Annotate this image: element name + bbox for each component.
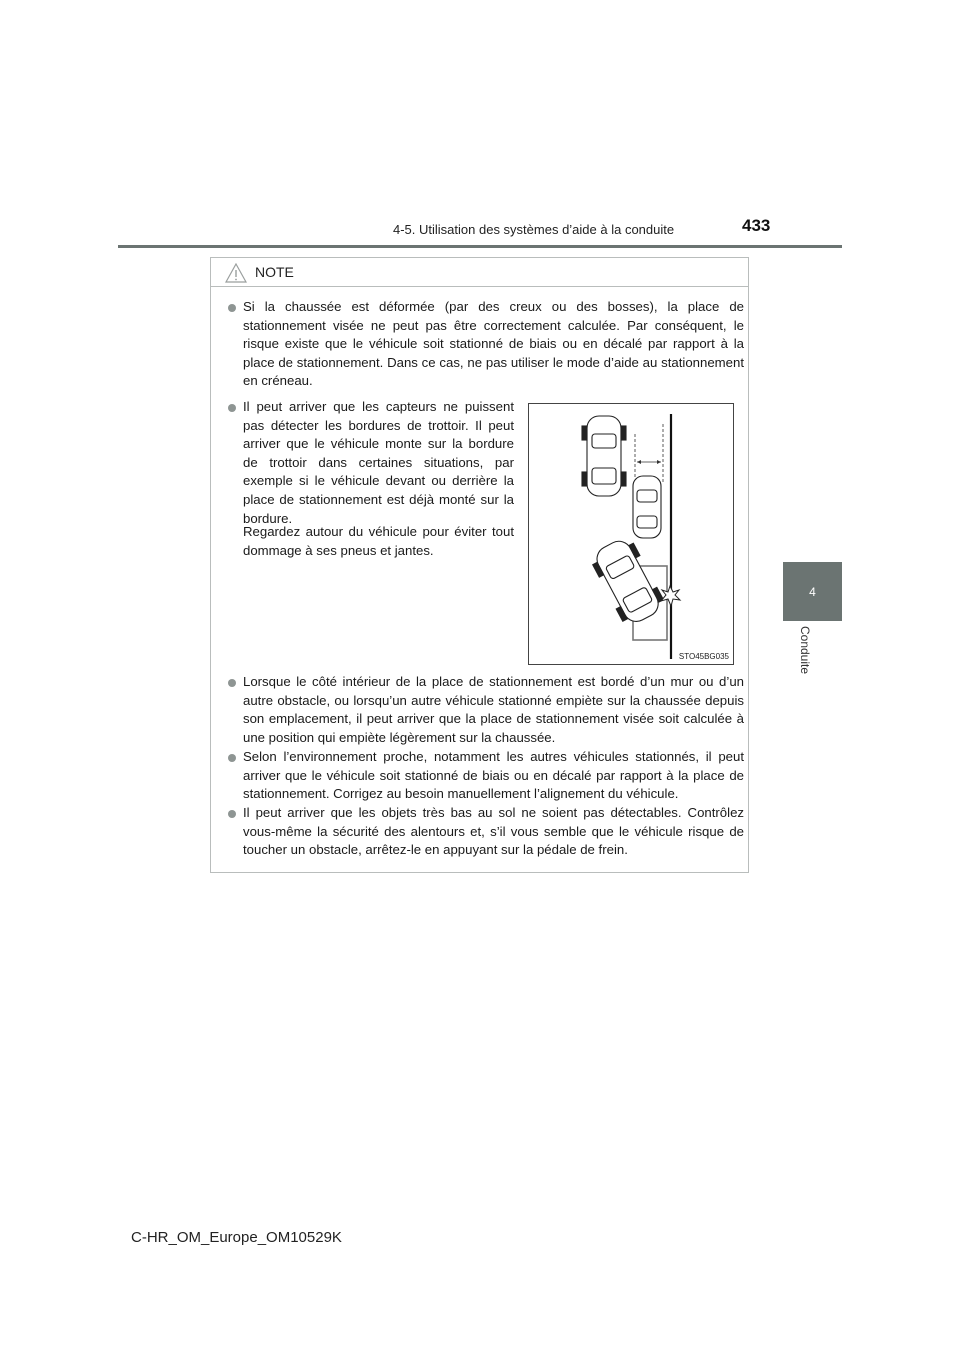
page-number: 433 <box>742 216 771 235</box>
note-item-3: Lorsque le côté intérieur de la place de stationnement est bordé d’un mur ou d’un autre obstacle, ou lorsqu’un autre véhicule stationné empiète sur la chaussée depuis son emplacement, il peut arriver que la place de stationnement visée soit calculée à une position qui empiète légèrement sur la chaussée. <box>243 674 744 745</box>
note-item-4: Selon l’environnement proche, notamment les autres véhicules stationnés, il peut arriver que le véhicule soit stationné de biais ou en décalé par rapport à la place de stationnement. Corrigez au besoin manuellement l’alignement du véhicule. <box>243 749 744 802</box>
bullet-icon <box>228 404 236 412</box>
parking-illustration <box>528 403 734 665</box>
bullet-icon <box>228 810 236 818</box>
document-id: C-HR_OM_Europe_OM10529K <box>131 1229 342 1246</box>
header-divider <box>118 245 842 248</box>
figure-code: STO45BG035 <box>678 652 729 661</box>
parking-diagram <box>529 404 733 664</box>
impact-burst-icon <box>661 586 680 606</box>
note-header <box>211 258 748 287</box>
chapter-tab <box>783 562 842 621</box>
note-item-2: Il peut arriver que les capteurs ne puissent pas détecter les bordures de trottoir. Il peut arriver que le véhicule monte sur la bordure de trottoir dans certaines situations, par exemple si le véhicule devant ou derrière la place de stationnement est déjà monté sur la bordure. <box>243 399 514 526</box>
parked-car-front <box>582 416 626 496</box>
note-item-2-continued: Regardez autour du véhicule pour éviter tout dommage à ses pneus et jantes. <box>243 524 514 558</box>
parked-car-rear <box>633 476 661 538</box>
bullet-icon <box>228 679 236 687</box>
warning-triangle-icon <box>225 263 247 283</box>
note-title: NOTE <box>255 264 294 280</box>
note-item-5: Il peut arriver que les objets très bas au sol ne soient pas détectables. Contrôlez vous-même la sécurité des alentours et, s’il vous semble que le véhicule risque de toucher un obstacle, arrêtez-le en appuyant sur la pédale de frein. <box>243 805 744 858</box>
chapter-number: 4 <box>809 584 816 599</box>
bullet-icon <box>228 754 236 762</box>
bullet-icon <box>228 304 236 312</box>
maneuvering-car <box>588 534 667 628</box>
note-item-1: Si la chaussée est déformée (par des creux ou des bosses), la place de stationnement visée ne peut pas être correctement calculée. Par conséquent, le risque existe que le véhicule soit stationné de biais ou en décalé par rapport à la place de stationnement. Dans ce cas, ne pas utiliser le mode d’aide au stationnement en créneau. <box>243 299 744 389</box>
chapter-label: Conduite <box>798 625 812 675</box>
note-box <box>210 257 749 873</box>
section-title: 4-5. Utilisation des systèmes d’aide à la conduite <box>393 222 675 237</box>
